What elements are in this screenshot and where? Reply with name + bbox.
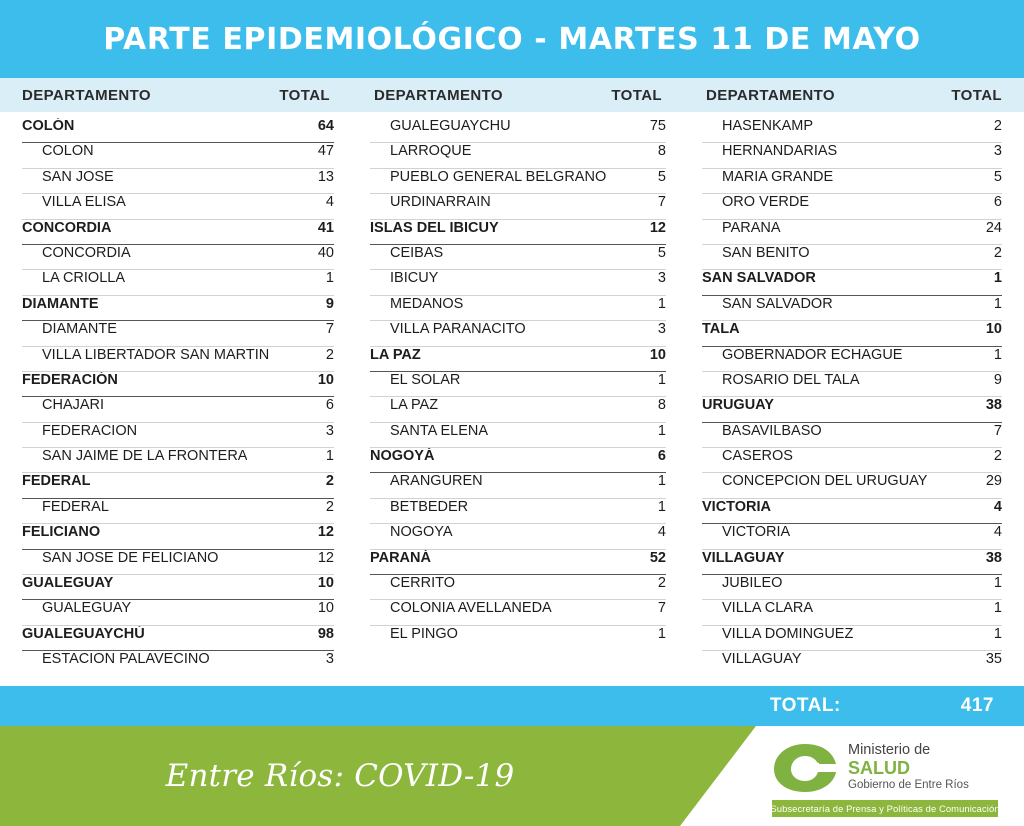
locality-total: 7: [993, 422, 1002, 439]
department-row: [22, 575, 334, 600]
locality-row: [370, 245, 666, 270]
department-total: 10: [317, 371, 334, 388]
locality-row: [370, 423, 666, 448]
department-name: COLÓN: [22, 118, 75, 134]
locality-name: ORO VERDE: [722, 194, 810, 211]
locality-name: PUEBLO GENERAL BELGRANO: [390, 168, 607, 185]
locality-total: 10: [317, 600, 334, 617]
locality-name: URDINARRAIN: [390, 194, 491, 211]
ministry-logo-strip: Subsecretaría de Prensa y Políticas de Comunicación: [772, 800, 998, 817]
department-total: 6: [657, 448, 666, 465]
locality-name: COLON: [42, 143, 94, 160]
locality-name: ROSARIO DEL TALA: [722, 371, 860, 388]
locality-total: 1: [657, 625, 666, 642]
locality-total: 1: [993, 625, 1002, 642]
locality-name: LA PAZ: [390, 397, 439, 414]
locality-row: [370, 321, 666, 346]
locality-total: 3: [657, 270, 666, 287]
page-title: PARTE EPIDEMIOLÓGICO - MARTES 11 DE MAYO: [103, 21, 921, 57]
locality-total: 2: [993, 244, 1002, 261]
locality-total: 8: [657, 397, 666, 414]
locality-total: 75: [649, 118, 666, 134]
locality-name: GUALEGUAYCHU: [390, 118, 511, 134]
locality-row: [370, 600, 666, 625]
department-row: [22, 524, 334, 549]
locality-name: ESTACION PALAVECINO: [42, 651, 210, 668]
svg-text:er: er: [790, 754, 820, 782]
department-total: 38: [985, 549, 1002, 566]
column-header-group-1: [0, 78, 352, 112]
locality-row: [370, 575, 666, 600]
department-total: 10: [985, 321, 1002, 338]
locality-row: [702, 194, 1002, 219]
locality-name: VILLAGUAY: [722, 651, 802, 668]
locality-total: 6: [993, 194, 1002, 211]
department-total: 98: [317, 625, 334, 642]
locality-name: VILLA CLARA: [722, 600, 814, 617]
department-row: [22, 626, 334, 651]
locality-row: [702, 143, 1002, 168]
locality-name: COLONIA AVELLANEDA: [390, 600, 552, 617]
locality-name: IBICUY: [390, 270, 439, 287]
locality-name: LA CRIOLLA: [42, 270, 126, 287]
department-total: 12: [317, 524, 334, 541]
locality-row: [22, 499, 334, 524]
department-total: 41: [317, 219, 334, 236]
department-total: 12: [649, 219, 666, 236]
locality-name: SAN JOSE DE FELICIANO: [42, 549, 219, 566]
locality-row: [370, 296, 666, 321]
locality-row: [702, 524, 1002, 549]
locality-name: CASEROS: [722, 448, 793, 465]
locality-name: ARANGUREN: [390, 473, 483, 490]
locality-name: GUALEGUAY: [42, 600, 132, 617]
locality-name: FEDERAL: [42, 498, 109, 515]
locality-row: [22, 651, 334, 676]
locality-total: 3: [657, 321, 666, 338]
ministry-logo-line2: SALUD: [848, 758, 910, 778]
column-header-department: DEPARTAMENTO: [22, 86, 151, 104]
locality-total: 47: [317, 143, 334, 160]
locality-total: 1: [657, 473, 666, 490]
table-column-headers: [0, 78, 1024, 112]
locality-total: 40: [317, 244, 334, 261]
locality-row: [702, 423, 1002, 448]
locality-row: [702, 626, 1002, 651]
data-column-1: [0, 112, 352, 682]
locality-name: CEIBAS: [390, 244, 444, 261]
locality-name: BASAVILBASO: [722, 422, 822, 439]
department-total: 9: [325, 295, 334, 312]
locality-row: [22, 448, 334, 473]
locality-total: 2: [325, 498, 334, 515]
locality-name: JUBILEO: [722, 575, 783, 592]
department-row: [22, 473, 334, 498]
department-total: 10: [317, 575, 334, 592]
department-row: [22, 372, 334, 397]
locality-row: [22, 270, 334, 295]
locality-name: SAN SALVADOR: [722, 295, 833, 312]
locality-total: 12: [317, 549, 334, 566]
department-total: 4: [993, 498, 1002, 515]
locality-total: 1: [993, 346, 1002, 363]
ministry-logo-line3: Gobierno de Entre Ríos: [848, 779, 969, 791]
locality-name: EL PINGO: [390, 625, 458, 642]
department-total: 1: [993, 270, 1002, 287]
locality-row: [702, 600, 1002, 625]
locality-total: 2: [325, 346, 334, 363]
department-name: VICTORIA: [702, 498, 772, 515]
locality-name: VILLA ELISA: [42, 194, 126, 211]
locality-row: [370, 372, 666, 397]
locality-name: SAN JAIME DE LA FRONTERA: [42, 448, 248, 465]
locality-name: VILLA PARANACITO: [390, 321, 526, 338]
locality-name: MARIA GRANDE: [722, 168, 834, 185]
locality-total: 3: [993, 143, 1002, 160]
data-column-3: [684, 112, 1024, 682]
locality-name: CONCORDIA: [42, 244, 131, 261]
total-bar: [0, 686, 1024, 726]
locality-name: NOGOYA: [390, 524, 453, 541]
department-name: TALA: [702, 321, 740, 338]
department-name: FEDERACIÓN: [22, 371, 118, 388]
locality-name: SAN BENITO: [722, 244, 810, 261]
department-total: 2: [325, 473, 334, 490]
department-row: [370, 220, 666, 245]
column-header-group-2: [352, 78, 684, 112]
department-name: FEDERAL: [22, 473, 91, 490]
department-row: [370, 347, 666, 372]
locality-row: [702, 347, 1002, 372]
department-total: 38: [985, 397, 1002, 414]
locality-total: 24: [985, 219, 1002, 236]
department-name: FELICIANO: [22, 524, 101, 541]
column-header-group-3: [684, 78, 1024, 112]
locality-total: 2: [993, 118, 1002, 134]
locality-name: HASENKAMP: [722, 118, 814, 134]
locality-total: 7: [325, 321, 334, 338]
locality-name: SAN JOSE: [42, 168, 114, 185]
locality-row: [370, 118, 666, 143]
footer: [0, 726, 1024, 826]
department-total: 10: [649, 346, 666, 363]
total-label: TOTAL:: [769, 695, 841, 716]
department-row: [22, 220, 334, 245]
locality-name: CERRITO: [390, 575, 455, 592]
locality-row: [370, 473, 666, 498]
locality-total: 1: [657, 422, 666, 439]
locality-row: [370, 626, 666, 651]
locality-name: PARANA: [722, 219, 781, 236]
locality-row: [702, 296, 1002, 321]
locality-total: 5: [657, 244, 666, 261]
locality-row: [370, 270, 666, 295]
locality-row: [22, 347, 334, 372]
locality-row: [702, 118, 1002, 143]
department-row: [370, 550, 666, 575]
locality-name: CHAJARI: [42, 397, 105, 414]
ministry-logo-line1: Ministerio de: [848, 742, 931, 758]
department-row: [22, 118, 334, 143]
locality-total: 5: [657, 168, 666, 185]
data-columns: [0, 112, 1024, 682]
locality-name: SANTA ELENA: [390, 422, 489, 439]
locality-total: 1: [657, 371, 666, 388]
department-total: 64: [317, 118, 334, 134]
locality-total: 3: [325, 422, 334, 439]
locality-total: 7: [657, 600, 666, 617]
locality-total: 9: [993, 371, 1002, 388]
department-row: [22, 296, 334, 321]
department-name: GUALEGUAY: [22, 575, 114, 592]
locality-total: 13: [317, 168, 334, 185]
locality-row: [22, 550, 334, 575]
locality-row: [370, 169, 666, 194]
locality-name: EL SOLAR: [390, 371, 461, 388]
locality-row: [22, 194, 334, 219]
header-bar: [0, 0, 1024, 78]
locality-total: 29: [985, 473, 1002, 490]
locality-row: [702, 220, 1002, 245]
locality-row: [702, 169, 1002, 194]
department-name: GUALEGUAYCHÚ: [22, 625, 145, 642]
department-row: [702, 270, 1002, 295]
locality-total: 1: [993, 295, 1002, 312]
locality-total: 2: [993, 448, 1002, 465]
department-name: LA PAZ: [370, 346, 421, 363]
locality-total: 3: [325, 651, 334, 668]
locality-name: BETBEDER: [390, 498, 469, 515]
locality-name: VILLA LIBERTADOR SAN MARTIN: [42, 346, 270, 363]
department-total: 52: [649, 549, 666, 566]
department-name: URUGUAY: [702, 397, 774, 414]
footer-title: Entre Ríos: COVID-19: [165, 758, 515, 794]
locality-total: 1: [657, 295, 666, 312]
ministry-logo-text: [848, 742, 969, 793]
locality-total: 2: [657, 575, 666, 592]
column-header-department: DEPARTAMENTO: [706, 86, 835, 104]
locality-row: [370, 143, 666, 168]
department-row: [702, 321, 1002, 346]
locality-row: [370, 499, 666, 524]
locality-row: [22, 169, 334, 194]
locality-total: 8: [657, 143, 666, 160]
total-value: 417: [960, 695, 994, 716]
column-header-total: TOTAL: [279, 86, 330, 104]
locality-total: 6: [325, 397, 334, 414]
department-row: [370, 448, 666, 473]
locality-row: [22, 143, 334, 168]
locality-total: 4: [325, 194, 334, 211]
locality-name: CONCEPCION DEL URUGUAY: [722, 473, 928, 490]
department-name: CONCORDIA: [22, 219, 112, 236]
column-header-total: TOTAL: [611, 86, 662, 104]
locality-row: [370, 524, 666, 549]
department-name: ISLAS DEL IBICUY: [370, 219, 499, 236]
locality-total: 4: [657, 524, 666, 541]
department-name: SAN SALVADOR: [702, 270, 816, 287]
locality-name: VICTORIA: [722, 524, 791, 541]
locality-row: [702, 651, 1002, 676]
department-name: NOGOYÁ: [370, 448, 435, 465]
locality-total: 1: [993, 600, 1002, 617]
locality-row: [370, 397, 666, 422]
column-header-department: DEPARTAMENTO: [374, 86, 503, 104]
locality-row: [702, 575, 1002, 600]
department-row: [702, 397, 1002, 422]
locality-row: [702, 245, 1002, 270]
locality-row: [22, 397, 334, 422]
data-column-2: [352, 112, 684, 682]
locality-name: FEDERACION: [42, 422, 138, 439]
locality-total: 4: [993, 524, 1002, 541]
er-logo-icon: [772, 742, 838, 794]
locality-row: [370, 194, 666, 219]
department-row: [702, 550, 1002, 575]
locality-row: [22, 321, 334, 346]
locality-total: 5: [993, 168, 1002, 185]
locality-row: [702, 448, 1002, 473]
locality-total: 1: [325, 270, 334, 287]
locality-name: VILLA DOMINGUEZ: [722, 625, 854, 642]
department-name: DIAMANTE: [22, 295, 99, 312]
ministry-logo: [772, 740, 1010, 816]
locality-name: DIAMANTE: [42, 321, 117, 338]
column-header-total: TOTAL: [951, 86, 1002, 104]
locality-name: GOBERNADOR ECHAGUE: [722, 346, 903, 363]
locality-total: 35: [985, 651, 1002, 668]
locality-total: 7: [657, 194, 666, 211]
locality-name: LARROQUE: [390, 143, 472, 160]
locality-row: [22, 423, 334, 448]
locality-name: HERNANDARIAS: [722, 143, 838, 160]
locality-row: [702, 473, 1002, 498]
department-row: [702, 499, 1002, 524]
locality-name: MEDANOS: [390, 295, 464, 312]
locality-total: 1: [325, 448, 334, 465]
locality-row: [702, 372, 1002, 397]
locality-total: 1: [993, 575, 1002, 592]
locality-total: 1: [657, 498, 666, 515]
department-name: VILLAGUAY: [702, 549, 785, 566]
locality-row: [22, 600, 334, 625]
department-name: PARANÁ: [370, 549, 431, 566]
locality-row: [22, 245, 334, 270]
